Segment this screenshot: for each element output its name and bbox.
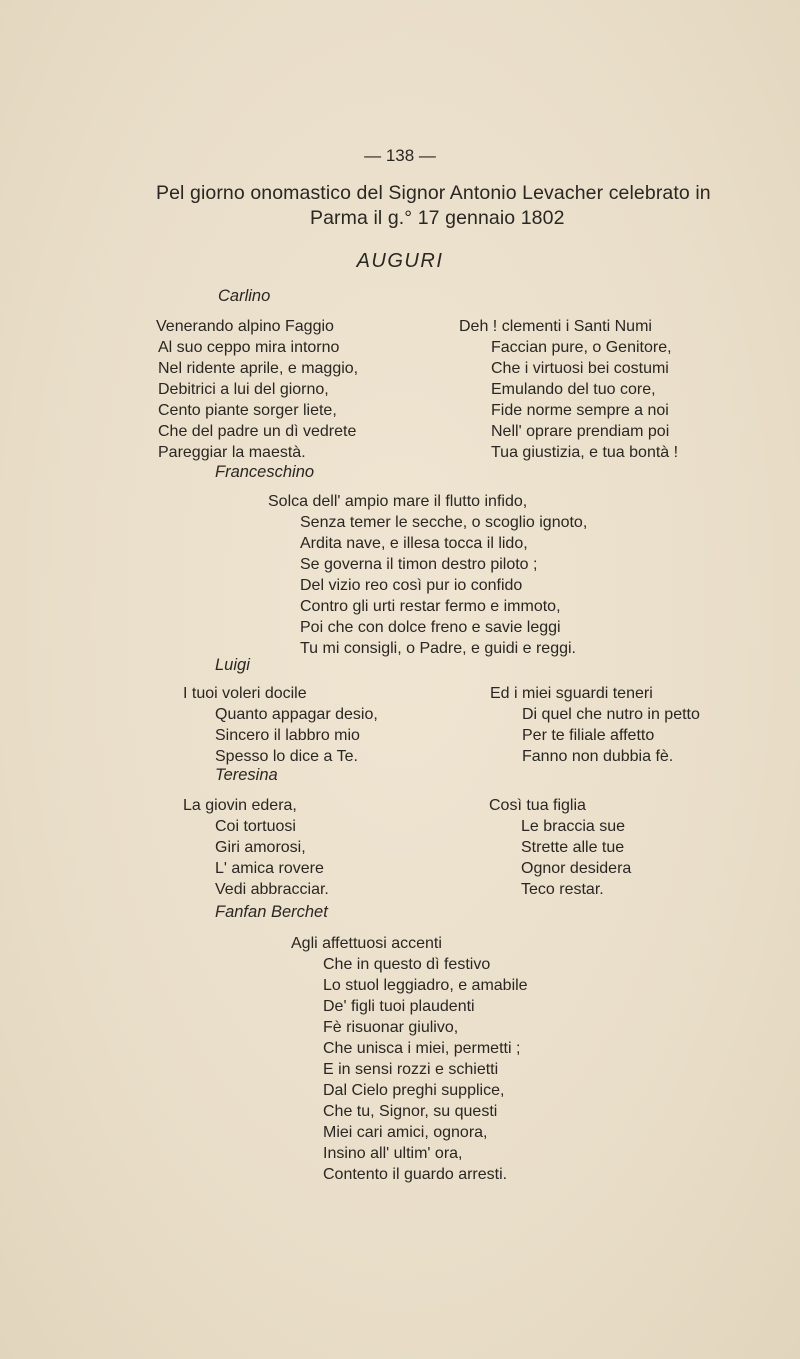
verse-line: Emulando del tuo core, <box>491 381 656 398</box>
luigi-stanza-left <box>183 683 378 767</box>
title-line-1: Pel giorno onomastico del Signor Antonio Levacher celebrato in <box>156 182 711 204</box>
verse-line: Le braccia sue <box>521 818 626 835</box>
verse-line: Spesso lo dice a Te. <box>215 748 358 765</box>
speaker-luigi: Luigi <box>215 656 250 674</box>
speaker-fanfan-berchet: Fanfan Berchet <box>215 903 328 921</box>
fanfan-stanza <box>291 933 528 1185</box>
verse-line: Che unisca i miei, permetti ; <box>323 1040 521 1057</box>
verse-line: I tuoi voleri docile <box>183 685 307 702</box>
carlino-stanza-right <box>459 316 678 463</box>
verse-line: Strette alle tue <box>521 839 625 856</box>
verse-line: Quanto appagar desio, <box>215 706 378 723</box>
verse-line: L' amica rovere <box>215 860 324 877</box>
verse-line: Fanno non dubbia fè. <box>522 748 674 765</box>
verse-line: Tua giustizia, e tua bontà ! <box>491 444 679 461</box>
verse-line: Tu mi consigli, o Padre, e guidi e reggi. <box>300 640 576 657</box>
speaker-franceschino: Franceschino <box>215 463 315 481</box>
verse-line: Agli affettuosi accenti <box>291 935 442 952</box>
verse-line: Di quel che nutro in petto <box>522 706 700 723</box>
verse-line: Così tua figlia <box>489 797 586 814</box>
verse-line: Ardita nave, e illesa tocca il lido, <box>300 535 528 552</box>
teresina-stanza-right <box>489 795 631 900</box>
verse-line: Faccian pure, o Genitore, <box>491 339 672 356</box>
franceschino-stanza <box>268 491 587 659</box>
verse-line: Deh ! clementi i Santi Numi <box>459 318 652 335</box>
verse-line: Che del padre un dì vedrete <box>158 423 357 440</box>
verse-line: Solca dell' ampio mare il flutto infido, <box>268 493 528 510</box>
verse-line: E in sensi rozzi e schietti <box>323 1061 499 1078</box>
verse-line: Ognor desidera <box>521 860 632 877</box>
verse-line: Contento il guardo arresti. <box>323 1166 508 1183</box>
verse-line: Pareggiar la maestà. <box>158 444 306 461</box>
page-number: — 138 — <box>364 146 436 165</box>
title-line-2: Parma il g.° 17 gennaio 1802 <box>310 207 565 229</box>
verse-line: Giri amorosi, <box>215 839 306 856</box>
verse-line: Per te filiale affetto <box>522 727 655 744</box>
verse-line: Fide norme sempre a noi <box>491 402 669 419</box>
verse-line: Miei cari amici, ognora, <box>323 1124 488 1141</box>
teresina-stanza-left <box>183 795 329 900</box>
verse-line: Nell' oprare prendiam poi <box>491 423 670 440</box>
verse-line: Al suo ceppo mira intorno <box>158 339 340 356</box>
verse-line: Sincero il labbro mio <box>215 727 360 744</box>
verse-line: Debitrici a lui del giorno, <box>158 381 329 398</box>
verse-line: De' figli tuoi plaudenti <box>323 998 475 1015</box>
verse-line: Teco restar. <box>521 881 604 898</box>
luigi-stanza-right <box>490 683 700 767</box>
verse-line: Fè risuonar giulivo, <box>323 1019 459 1036</box>
verse-line: Venerando alpino Faggio <box>156 318 334 335</box>
verse-line: Che i virtuosi bei costumi <box>491 360 669 377</box>
verse-line: La giovin edera, <box>183 797 297 814</box>
verse-line: Cento piante sorger liete, <box>158 402 337 419</box>
verse-line: Insino all' ultim' ora, <box>323 1145 463 1162</box>
verse-line: Poi che con dolce freno e savie leggi <box>300 619 561 636</box>
verse-line: Contro gli urti restar fermo e immoto, <box>300 598 561 615</box>
verse-line: Vedi abbracciar. <box>215 881 329 898</box>
verse-line: Dal Cielo preghi supplice, <box>323 1082 505 1099</box>
speaker-teresina: Teresina <box>215 766 278 784</box>
verse-line: Nel ridente aprile, e maggio, <box>158 360 359 377</box>
heading-auguri: AUGURI <box>356 250 444 272</box>
verse-line: Se governa il timon destro piloto ; <box>300 556 538 573</box>
verse-line: Coi tortuosi <box>215 818 296 835</box>
verse-line: Ed i miei sguardi teneri <box>490 685 653 702</box>
verse-line: Del vizio reo così pur io confido <box>300 577 523 594</box>
speaker-carlino: Carlino <box>218 287 271 305</box>
verse-line: Senza temer le secche, o scoglio ignoto, <box>300 514 588 531</box>
verse-line: Lo stuol leggiadro, e amabile <box>323 977 528 994</box>
verse-line: Che in questo dì festivo <box>323 956 491 973</box>
carlino-stanza-left <box>156 316 358 463</box>
verse-line: Che tu, Signor, su questi <box>323 1103 498 1120</box>
